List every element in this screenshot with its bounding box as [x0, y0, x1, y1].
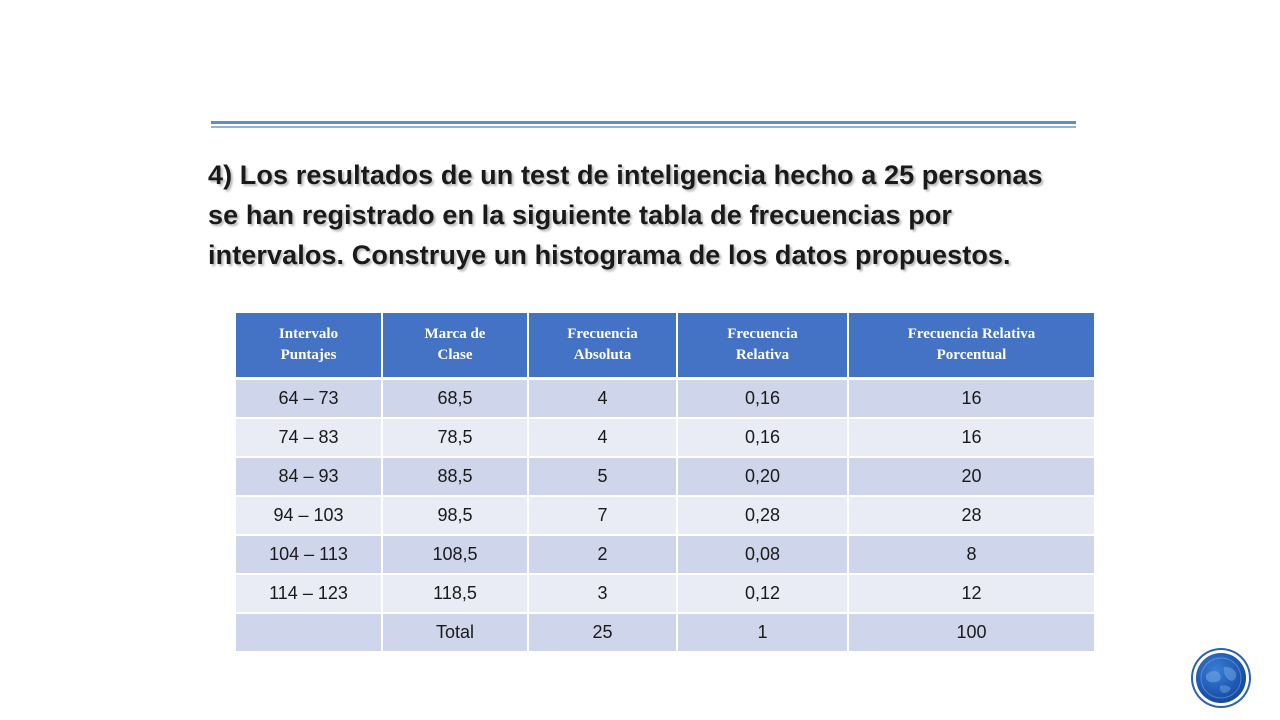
header-line: Frecuencia: [727, 326, 798, 342]
cell-total-absoluta: 25: [528, 613, 677, 652]
header-line: Relativa: [735, 347, 790, 363]
header-line: Frecuencia Relativa: [907, 326, 1036, 342]
cell-absoluta: 5: [528, 457, 677, 496]
header-line: Absoluta: [573, 347, 632, 363]
cell-intervalo: 114 – 123: [236, 574, 382, 613]
cell-intervalo: [236, 613, 382, 652]
cell-relativa: 0,20: [677, 457, 848, 496]
cell-relativa: 0,28: [677, 496, 848, 535]
table-row: [236, 457, 1094, 496]
header-frecuencia-relativa: [677, 313, 848, 379]
cell-marca: 88,5: [382, 457, 528, 496]
table-row: [236, 496, 1094, 535]
divider-line-secondary: [211, 126, 1076, 128]
header-line: Marca de: [424, 326, 486, 342]
table-row: [236, 535, 1094, 574]
cell-relativa: 0,16: [677, 379, 848, 419]
table-row: [236, 418, 1094, 457]
cell-absoluta: 4: [528, 418, 677, 457]
header-line: Puntajes: [280, 347, 337, 363]
cell-marca: 108,5: [382, 535, 528, 574]
header-line: Clase: [437, 347, 473, 363]
cell-porcentual: 20: [848, 457, 1094, 496]
cell-porcentual: 16: [848, 418, 1094, 457]
cell-marca: 78,5: [382, 418, 528, 457]
table-total-row: [236, 613, 1094, 652]
cell-porcentual: 28: [848, 496, 1094, 535]
header-line: Intervalo: [278, 326, 339, 342]
cell-relativa: 0,16: [677, 418, 848, 457]
header-frecuencia-porcentual: [848, 313, 1094, 379]
cell-marca: 68,5: [382, 379, 528, 419]
cell-absoluta: 7: [528, 496, 677, 535]
header-line: Porcentual: [936, 347, 1007, 363]
globe-graphic: [1196, 653, 1246, 703]
cell-intervalo: 84 – 93: [236, 457, 382, 496]
table-row: [236, 379, 1094, 419]
cell-relativa: 0,12: [677, 574, 848, 613]
frequency-table: [236, 313, 1094, 653]
cell-relativa: 0,08: [677, 535, 848, 574]
table-header-row: [236, 313, 1094, 379]
header-frecuencia-absoluta: [528, 313, 677, 379]
header-marca-clase: [382, 313, 528, 379]
cell-total-label: Total: [382, 613, 528, 652]
divider-line-primary: [211, 121, 1076, 124]
cell-intervalo: 74 – 83: [236, 418, 382, 457]
cell-total-porcentual: 100: [848, 613, 1094, 652]
cell-absoluta: 2: [528, 535, 677, 574]
question-text: 4) Los resultados de un test de inteligencia hecho a 25 personas se han registrado en la siguiente tabla de frecuencias por intervalos. Construye un histograma de los datos propuestos.: [208, 160, 1043, 270]
globe-logo-icon: [1196, 653, 1246, 703]
cell-absoluta: 4: [528, 379, 677, 419]
cell-marca: 98,5: [382, 496, 528, 535]
header-intervalo: [236, 313, 382, 379]
top-divider: [211, 121, 1076, 130]
cell-porcentual: 12: [848, 574, 1094, 613]
table-row: [236, 574, 1094, 613]
cell-porcentual: 16: [848, 379, 1094, 419]
cell-intervalo: 104 – 113: [236, 535, 382, 574]
cell-intervalo: 64 – 73: [236, 379, 382, 419]
cell-total-relativa: 1: [677, 613, 848, 652]
cell-porcentual: 8: [848, 535, 1094, 574]
cell-absoluta: 3: [528, 574, 677, 613]
cell-marca: 118,5: [382, 574, 528, 613]
cell-intervalo: 94 – 103: [236, 496, 382, 535]
header-line: Frecuencia: [567, 326, 638, 342]
